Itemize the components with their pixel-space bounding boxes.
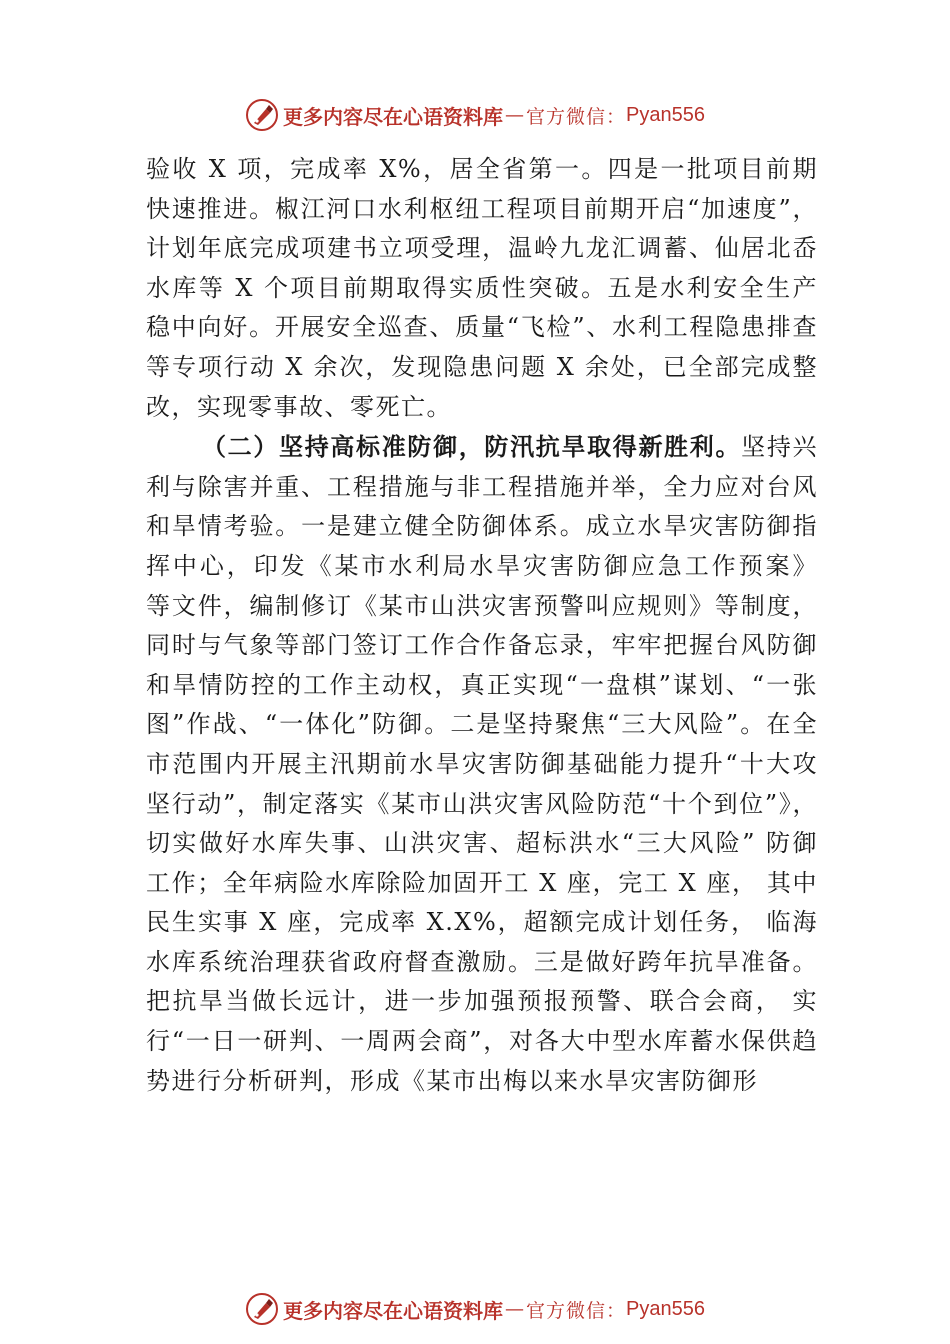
watermark-brand: 更多内容尽在心语资料库: [283, 104, 503, 129]
paragraph-1: 验收 X 项，完成率 X%，居全省第一。四是一批项目前期快速推进。椒江河口水利枢纽工程项目前期开启“加速度”，计划年底完成项建书立项受理，温岭九龙汇调蓄、仙居北岙水库等 X 个项目前期取得实质性突破。五是水利安全生产稳中向好。开展安全巡查、质量“飞检”、水利工程隐患排查等专项行动 X 余次，发现隐患问题 X 余处，已全部完成整改，实现零事故、零死亡。: [146, 155, 818, 421]
document-body: [146, 150, 818, 1101]
paragraph-2-body: 坚持兴利与除害并重、工程措施与非工程措施并举，全力应对台风和旱情考验。一是建立健全防御体系。成立水旱灾害防御指挥中心，印发《某市水利局水旱灾害防御应急工作预案》 等文件，编制修订《某市山洪灾害预警叫应规则》等制度， 同时与气象等部门签订工作合作备忘录，牢牢把握台风防御和旱情防控的工作主动权，真正实现“一盘棋”谋划、“一张图”作战、“一体化”防御。二是坚持聚焦“三大风险”。在全市范围内开展主汛期前水旱灾害防御基础能力提升“十大攻坚行动”，制定落实《某市山洪灾害风险防范“十个到位”》，切实做好水库失事、山洪灾害、超标洪水“三大风险” 防御工作；全年病险水库除险加固开工 X 座，完工 X 座， 其中民生实事 X 座，完成率 X.X%，超额完成计划任务， 临海水库系统治理获省政府督查激励。三是做好跨年抗旱准备。把抗旱当做长远计，进一步加强预报预警、联合会商， 实行“一日一研判、一周两会商”，对各大中型水库蓄水保供趋势进行分析研判，形成《某市出梅以来水旱灾害防御形: [146, 433, 819, 1095]
footer-watermark: [0, 1289, 950, 1329]
watermark-label: 官方微信：: [526, 105, 627, 128]
watermark-separator: —: [505, 104, 524, 126]
paragraph-2: [146, 427, 818, 1101]
section-heading: （二）坚持高标准防御，防汛抗旱取得新胜利。: [202, 432, 742, 462]
watermark-account: Pyan556: [626, 103, 705, 126]
watermark-separator: —: [505, 1298, 524, 1320]
watermark-label: 官方微信：: [526, 1299, 627, 1322]
header-watermark: [0, 95, 950, 135]
watermark-account: Pyan556: [626, 1297, 705, 1320]
pen-nib-logo-icon: [245, 1292, 279, 1326]
pen-nib-logo-icon: [245, 98, 279, 132]
watermark-brand: 更多内容尽在心语资料库: [283, 1298, 503, 1323]
